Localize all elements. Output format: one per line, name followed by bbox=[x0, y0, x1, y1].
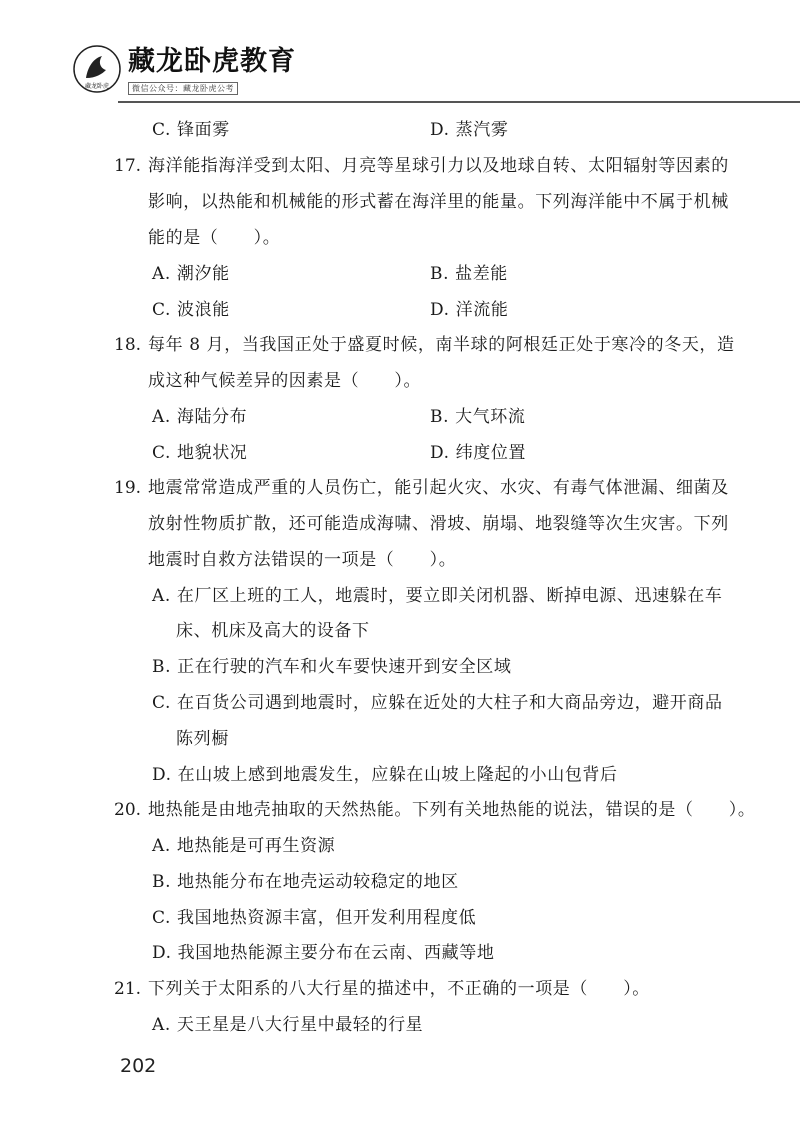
header-divider bbox=[118, 101, 800, 103]
option-c: C. 在百货公司遇到地震时，应躲在近处的大柱子和大商品旁边，避开商品 bbox=[152, 693, 723, 713]
question-stem-line: 地震常常造成严重的人员伤亡，能引起火灾、水灾、有毒气体泄漏、细菌及 bbox=[148, 478, 729, 498]
logo-caption: 藏龙卧虎 bbox=[84, 83, 110, 90]
option-c: C. 地貌状况 bbox=[152, 443, 248, 463]
option-c-continued: 陈列橱 bbox=[176, 729, 229, 749]
option-c: C. 波浪能 bbox=[152, 300, 230, 320]
option-c-q16: C. 锋面雾 bbox=[152, 120, 230, 140]
option-a: A. 地热能是可再生资源 bbox=[152, 836, 336, 856]
option-d-q16: D. 蒸汽雾 bbox=[430, 120, 509, 140]
option-b: B. 盐差能 bbox=[430, 264, 508, 284]
option-a: A. 潮汐能 bbox=[152, 264, 230, 284]
question-stem-line: 成这种气候差异的因素是（ ）。 bbox=[148, 371, 422, 391]
question-stem-line: 影响，以热能和机械能的形式蓄在海洋里的能量。下列海洋能中不属于机械 bbox=[148, 192, 729, 212]
question-number: 20. bbox=[114, 800, 142, 820]
option-a: A. 天王星是八大行星中最轻的行星 bbox=[152, 1015, 424, 1035]
question-stem-line: 每年 8 月，当我国正处于盛夏时候，南半球的阿根廷正处于寒冷的冬天，造 bbox=[148, 335, 735, 355]
question-number: 17. bbox=[114, 156, 142, 176]
question-stem-line: 下列关于太阳系的八大行星的描述中，不正确的一项是（ ）。 bbox=[148, 979, 650, 999]
question-stem-line: 海洋能指海洋受到太阳、月亮等星球引力以及地球自转、太阳辐射等因素的 bbox=[148, 156, 729, 176]
option-b: B. 正在行驶的汽车和火车要快速开到安全区域 bbox=[152, 657, 512, 677]
option-d: D. 在山坡上感到地震发生，应躲在山坡上隆起的小山包背后 bbox=[152, 765, 618, 785]
option-d: D. 洋流能 bbox=[430, 300, 509, 320]
question-number: 19. bbox=[114, 478, 142, 498]
question-number: 18. bbox=[114, 335, 142, 355]
question-stem-line: 能的是（ ）。 bbox=[148, 228, 281, 248]
option-d: D. 我国地热能源主要分布在云南、西藏等地 bbox=[152, 943, 495, 963]
option-b: B. 地热能分布在地壳运动较稳定的地区 bbox=[152, 872, 459, 892]
brand-logo-icon bbox=[72, 44, 122, 94]
page-header bbox=[0, 0, 800, 103]
brand-subtitle: 微信公众号：藏龙卧虎公考 bbox=[128, 82, 238, 95]
page-number: 202 bbox=[120, 1055, 157, 1077]
option-a: A. 在厂区上班的工人，地震时，要立即关闭机器、断掉电源、迅速躲在车 bbox=[152, 586, 723, 606]
brand-title: 藏龙卧虎教育 bbox=[128, 46, 296, 77]
question-stem-line: 放射性物质扩散，还可能造成海啸、滑坡、崩塌、地裂缝等次生灾害。下列 bbox=[148, 514, 729, 534]
option-a: A. 海陆分布 bbox=[152, 407, 248, 427]
question-number: 21. bbox=[114, 979, 142, 999]
option-a-continued: 床、机床及高大的设备下 bbox=[176, 621, 370, 641]
question-stem-line: 地热能是由地壳抽取的天然热能。下列有关地热能的说法，错误的是（ ）。 bbox=[148, 800, 756, 820]
option-b: B. 大气环流 bbox=[430, 407, 526, 427]
option-d: D. 纬度位置 bbox=[430, 443, 527, 463]
question-stem-line: 地震时自救方法错误的一项是（ ）。 bbox=[148, 550, 457, 570]
option-c: C. 我国地热资源丰富，但开发利用程度低 bbox=[152, 908, 477, 928]
